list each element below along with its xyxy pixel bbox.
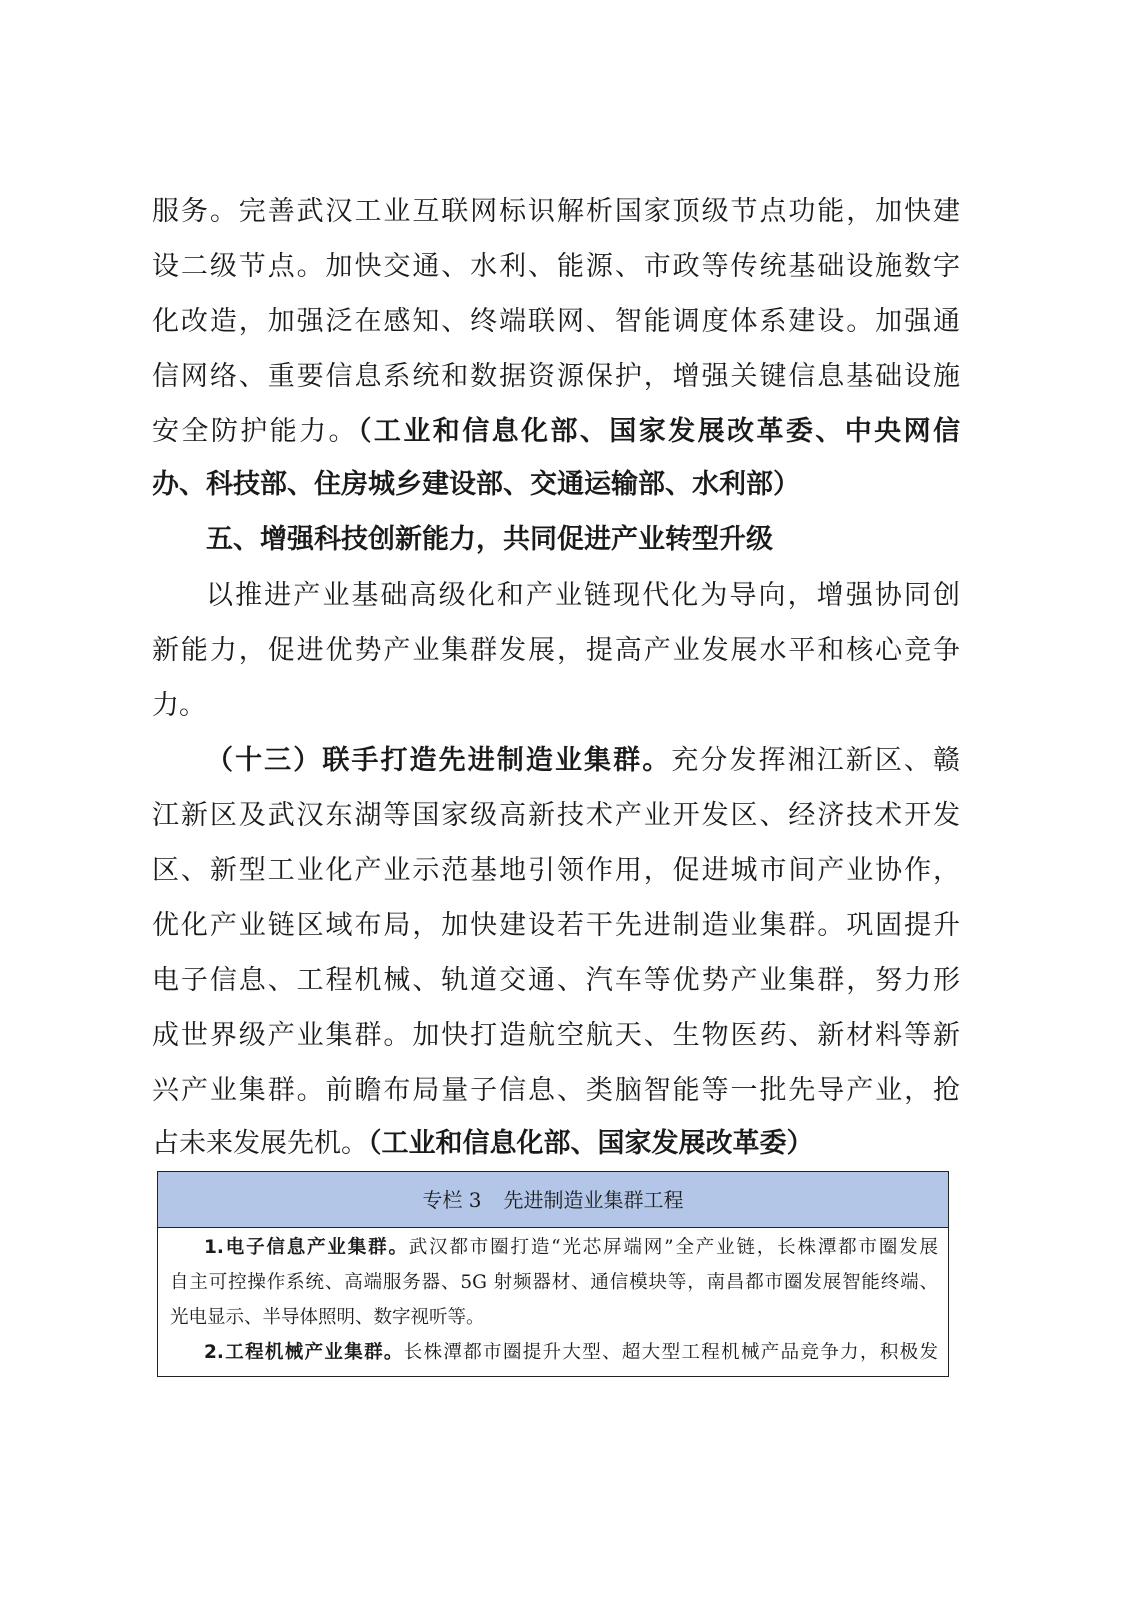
paragraph-line: 服务。完善武汉工业互联网标识解析国家顶级节点功能，加快建 (152, 196, 960, 227)
paragraph-line: 以推进产业基础高级化和产业链现代化为导向，增强协同创 (206, 580, 960, 611)
paragraph-line: 化改造，加强泛在感知、终端联网、智能调度体系建设。加强通 (152, 306, 960, 337)
paragraph-line: 兴产业集群。前瞻布局量子信息、类脑智能等一批先导产业，抢 (152, 1075, 960, 1106)
paragraph-line: 区、新型工业化产业示范基地引领作用，促进城市间产业协作， (152, 855, 960, 886)
paragraph-line: 电子信息、工程机械、轨道交通、汽车等优势产业集群，努力形 (152, 965, 960, 996)
paragraph-text: 充分发挥湘江新区、赣 (671, 745, 961, 776)
paragraph-line (152, 414, 960, 450)
responsible-departments: （工业和信息化部、国家发展改革委、中央网信 (357, 416, 961, 447)
paragraph-line: 设二级节点。加快交通、水利、能源、市政等传统基础设施数字 (152, 251, 960, 282)
paragraph-text: 安全防护能力。 (152, 416, 358, 447)
paragraph-line (152, 467, 960, 503)
paragraph-line (152, 1126, 960, 1162)
responsible-departments: 办、科技部、住房城乡建设部、交通运输部、水利部） (152, 469, 800, 500)
box-line: 自主可控操作系统、高端服务器、5G 射频器材、通信模块等，南昌都市圈发展智能终端、 (170, 1272, 938, 1293)
paragraph-line: 优化产业链区域布局，加快建设若干先进制造业集群。巩固提升 (152, 910, 960, 941)
paragraph-line: 信网络、重要信息系统和数据资源保护，增强关键信息基础设施 (152, 361, 960, 392)
box-text: 武汉都市圈打造“光芯屏端网”全产业链，长株潭都市圈发展 (408, 1237, 939, 1258)
paragraph-text: 占未来发展先机。 (152, 1128, 368, 1159)
paragraph-line (206, 743, 960, 779)
item-title: （十三）联手打造先进制造业集群。 (206, 745, 672, 776)
box-line: 光电显示、半导体照明、数字视听等。 (170, 1307, 485, 1328)
special-column-box (157, 1171, 949, 1377)
responsible-departments: （工业和信息化部、国家发展改革委） (368, 1128, 814, 1159)
box-label: 专栏 3 (422, 1188, 482, 1212)
box-item-title: 1.电子信息产业集群。 (204, 1237, 409, 1258)
box-line (204, 1340, 938, 1366)
box-item-title: 2.工程机械产业集群。 (204, 1342, 404, 1363)
box-text: 长株潭都市圈提升大型、超大型工程机械产品竞争力，积极发 (403, 1342, 938, 1363)
box-title: 先进制造业集群工程 (503, 1188, 684, 1212)
paragraph-line: 江新区及武汉东湖等国家级高新技术产业开发区、经济技术开发 (152, 800, 960, 831)
paragraph-line: 新能力，促进优势产业集群发展，提高产业发展水平和核心竞争 (152, 635, 960, 666)
section-heading: 五、增强科技创新能力，共同促进产业转型升级 (206, 524, 773, 555)
box-line (204, 1235, 938, 1261)
paragraph-line: 力。 (152, 690, 206, 721)
box-header (158, 1172, 948, 1228)
paragraph-line: 成世界级产业集群。加快打造航空航天、生物医药、新材料等新 (152, 1020, 960, 1051)
